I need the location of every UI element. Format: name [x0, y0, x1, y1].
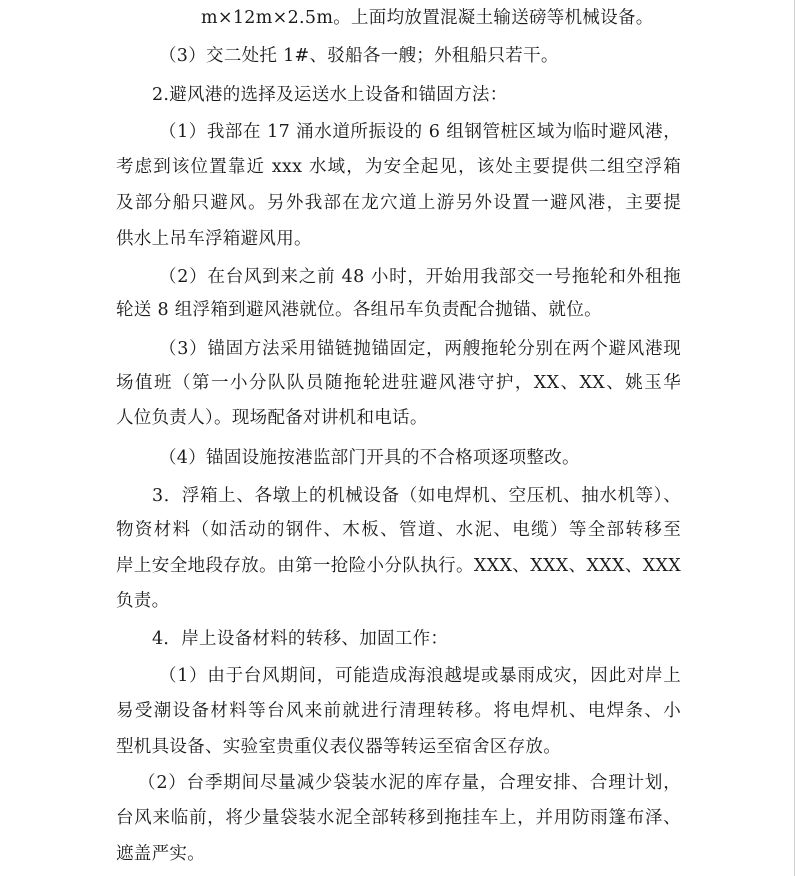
- text-line: 岸上安全地段存放。由第一抢险小分队执行。XXX、XXX、XXX、XXX: [116, 556, 681, 576]
- text-line: 及部分船只避风。另外我部在龙穴道上游另外设置一避风港，主要提: [116, 193, 681, 213]
- text-line: 台风来临前，将少量袋装水泥全部转移到拖挂车上，并用防雨篷布泽、: [116, 808, 681, 828]
- text-line: （2）台季期间尽量减少袋装水泥的库存量，合理安排、合理计划，: [138, 773, 681, 793]
- text-line: （3）锚固方法采用锚链抛锚固定，两艘拖轮分别在两个避风港现: [159, 339, 681, 359]
- text-line: （1）由于台风期间，可能造成海浪越堤或暴雨成灾，因此对岸上: [159, 666, 681, 686]
- section-heading: 3．浮箱上、各墩上的机械设备（如电焊机、空压机、抽水机等）、: [152, 486, 681, 506]
- text-line: 负责。: [116, 591, 170, 611]
- text-line: 轮送 8 组浮箱到避风港就位。各组吊车负责配合抛锚、就位。: [116, 300, 602, 320]
- text-line: 场值班（第一小分队队员随拖轮进驻避风港守护，XX、XX、姚玉华: [116, 373, 681, 393]
- text-line: （1）我部在 17 涌水道所振设的 6 组钢管桩区域为临时避风港，: [159, 122, 681, 142]
- text-line: 考虑到该位置靠近 xxx 水域，为安全起见，该处主要提供二组空浮箱: [116, 157, 681, 177]
- text-line: 遮盖严实。: [116, 844, 205, 864]
- section-heading: 2.避风港的选择及运送水上设备和锚固方法：: [152, 85, 508, 105]
- text-line: 物资材料（如活动的钢件、木板、管道、水泥、电缆）等全部转移至: [116, 520, 681, 540]
- text-line: 型机具设备、实验室贵重仪表仪器等转运至宿舍区存放。: [116, 737, 561, 757]
- text-line: （2）在台风到来之前 48 小时，开始用我部交一号拖轮和外租拖: [159, 267, 681, 287]
- text-line: 供水上吊车浮箱避风用。: [116, 229, 312, 249]
- text-line: 人位负责人）。现场配备对讲机和电话。: [116, 408, 428, 428]
- text-line: m×12m×2.5m。上面均放置混凝土输送磅等机械设备。: [201, 8, 654, 28]
- text-line: 易受潮设备材料等台风来前就进行清理转移。将电焊机、电焊条、小: [116, 701, 681, 721]
- text-line: （4）锚固设施按港监部门开具的不合格项逐项整改。: [159, 448, 580, 468]
- text-line: （3）交二处托 1#、驳船各一艘；外租船只若干。: [159, 46, 559, 66]
- section-heading: 4．岸上设备材料的转移、加固工作：: [152, 629, 449, 649]
